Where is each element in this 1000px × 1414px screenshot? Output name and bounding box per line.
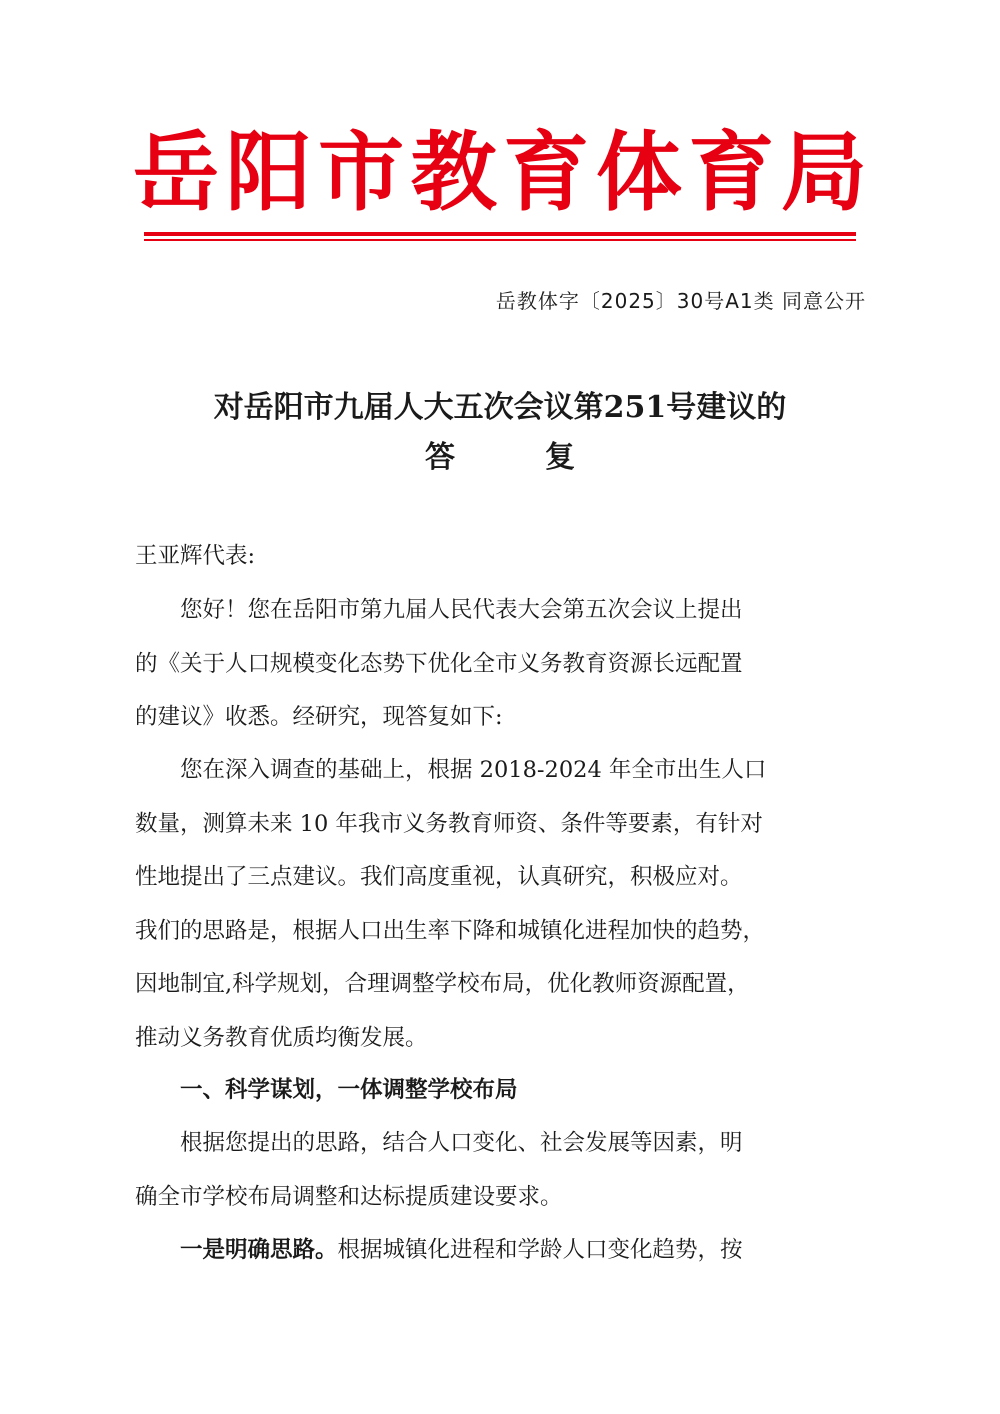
paragraph-line: 的《关于人口规模变化态势下优化全市义务教育资源长远配置	[135, 650, 743, 677]
masthead-char: 育	[503, 122, 590, 223]
paragraph-line: 我们的思路是，根据人口出生率下降和城镇化进程加快的趋势，	[135, 917, 766, 944]
salutation: 王亚辉代表:	[135, 543, 256, 569]
issuing-authority-masthead	[133, 118, 867, 228]
masthead-char: 教	[410, 122, 497, 223]
document-title-line1: 对岳阳市九届人大五次会议第251号建议的	[213, 390, 787, 425]
paragraph-point1	[135, 1224, 869, 1278]
paragraph-line: 的建议》收悉。经研究，现答复如下:	[135, 704, 503, 730]
masthead-divider-thin	[144, 239, 856, 241]
masthead-char: 阳	[225, 122, 312, 223]
paragraph-line: 根据您提出的思路，结合人口变化、社会发展等因素，明	[135, 1130, 743, 1156]
paragraph-line: 推动义务教育优质均衡发展。	[135, 1024, 428, 1051]
paragraph-line: 您在深入调查的基础上，根据 2018-2024 年全市出生人口	[135, 757, 767, 783]
masthead-char: 岳	[133, 122, 219, 223]
masthead-char: 市	[318, 122, 405, 223]
document-title-line2: 答 复	[425, 440, 575, 475]
section-heading-1: 一、科学谋划，一体调整学校布局	[135, 1077, 518, 1103]
paragraph-line: 确全市学校布局调整和达标提质建设要求。	[135, 1183, 563, 1210]
paragraph-line: 您好！您在岳阳市第九届人民代表大会第五次会议上提出	[135, 597, 743, 623]
point-lead: 一是明确思路。	[135, 1237, 338, 1263]
masthead-char: 育	[688, 122, 775, 223]
point-text: 根据城镇化进程和学龄人口变化趋势，按	[337, 1237, 743, 1263]
masthead-char: 局	[780, 122, 867, 223]
paragraph-line: 性地提出了三点建议。我们高度重视，认真研究，积极应对。	[135, 864, 743, 890]
paragraph-line: 因地制宜,科学规划，合理调整学校布局，优化教师资源配置，	[135, 971, 750, 997]
paragraph-line: 数量，测算未来 10 年我市义务教育师资、条件等要素，有针对	[135, 810, 763, 837]
masthead-char: 体	[595, 122, 682, 223]
masthead-divider-thick	[144, 232, 856, 236]
document-number: 岳教体字〔2025〕30号A1类 同意公开	[495, 289, 866, 313]
